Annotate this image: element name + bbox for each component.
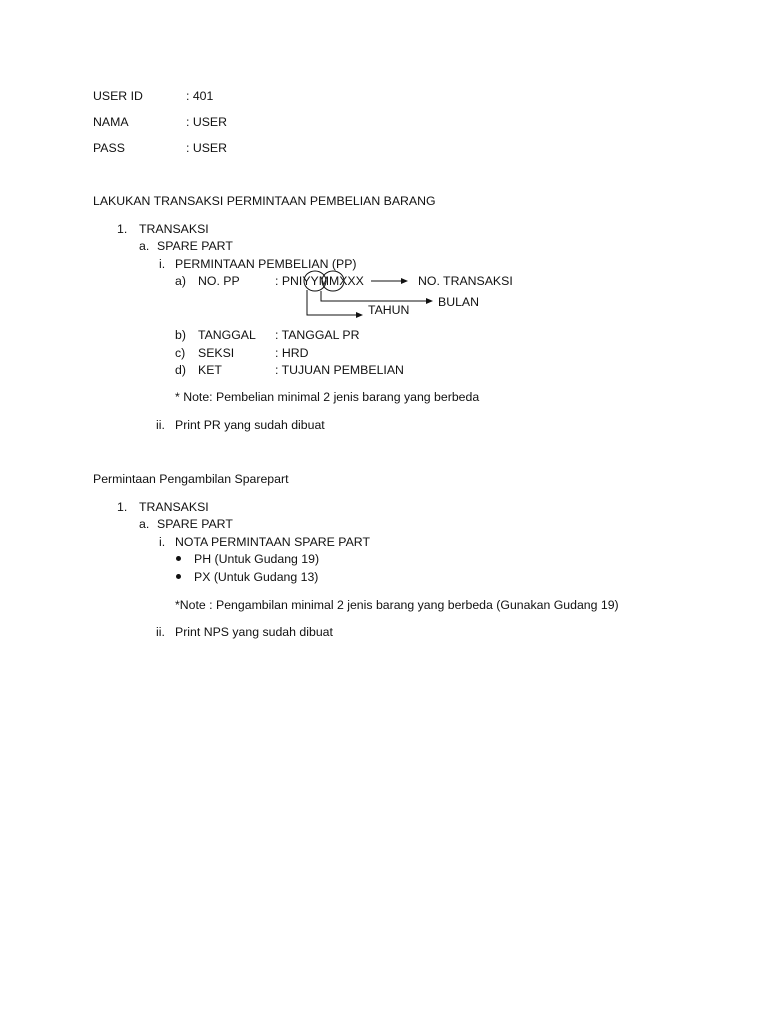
diagram-no-transaksi-label: NO. TRANSAKSI: [418, 274, 513, 288]
field-value-ket: : TUJUAN PEMBELIAN: [275, 363, 404, 377]
tahun-arrow-head: [356, 312, 363, 318]
section1-item-number: 1.: [117, 222, 128, 236]
section2-roman-i-label: NOTA PERMINTAAN SPARE PART: [175, 535, 370, 549]
no-transaksi-arrow-head: [401, 278, 408, 284]
field-label-no-pp: NO. PP: [198, 274, 240, 288]
pass-value: : USER: [186, 141, 227, 155]
tahun-arrow-line: [307, 290, 358, 315]
section2-roman-i: i.: [159, 535, 166, 549]
bullet-item: PH (Untuk Gudang 19): [194, 552, 320, 566]
diagram-tahun-label: TAHUN: [368, 303, 410, 317]
field-label-seksi: SEKSI: [198, 346, 235, 360]
section1-roman-ii: ii.: [156, 418, 165, 432]
field-value-no-pp: : PNIYYMMXXX: [275, 274, 364, 288]
field-value-tanggal: : TANGGAL PR: [275, 328, 360, 342]
bullet-item: PX (Untuk Gudang 13): [194, 570, 319, 584]
field-letter: b): [175, 328, 186, 342]
bulan-arrow-line: [321, 291, 428, 301]
section1-roman-i: i.: [159, 257, 166, 271]
field-value-seksi: : HRD: [275, 346, 309, 360]
section2-item-label: TRANSAKSI: [139, 500, 209, 514]
year-circle: [304, 271, 326, 291]
section1-sub-label: SPARE PART: [157, 239, 233, 253]
field-label-ket: KET: [198, 363, 222, 377]
field-label-tanggal: TANGGAL: [198, 328, 256, 342]
month-circle: [322, 271, 344, 291]
section1-roman-i-label: PERMINTAAN PEMBELIAN (PP): [175, 257, 357, 271]
section2-sub-label: SPARE PART: [157, 517, 233, 531]
pass-label: PASS: [93, 141, 125, 155]
bullet-icon: [176, 556, 181, 561]
section2-item-number: 1.: [117, 500, 128, 514]
section2-note: *Note : Pengambilan minimal 2 jenis barang yang berbeda (Gunakan Gudang 19): [175, 598, 619, 612]
bulan-arrow-head: [426, 298, 433, 304]
section2-roman-ii-label: Print NPS yang sudah dibuat: [175, 625, 333, 639]
section1-note: * Note: Pembelian minimal 2 jenis barang yang berbeda: [175, 390, 480, 404]
section1-item-label: TRANSAKSI: [139, 222, 209, 236]
field-letter: a): [175, 274, 186, 288]
section2-roman-ii: ii.: [156, 625, 165, 639]
section1-sub-letter: a.: [139, 239, 150, 253]
nama-value: : USER: [186, 115, 227, 129]
section1-roman-ii-label: Print PR yang sudah dibuat: [175, 418, 325, 432]
section2-sub-letter: a.: [139, 517, 150, 531]
user-id-label: USER ID: [93, 89, 143, 103]
section2-heading: Permintaan Pengambilan Sparepart: [93, 472, 289, 486]
section1-heading: LAKUKAN TRANSAKSI PERMINTAAN PEMBELIAN BARANG: [93, 194, 436, 208]
user-id-value: : 401: [186, 89, 214, 103]
field-letter: c): [175, 346, 186, 360]
nama-label: NAMA: [93, 115, 129, 129]
diagram-bulan-label: BULAN: [438, 295, 480, 309]
format-diagram: [0, 0, 768, 340]
field-letter: d): [175, 363, 186, 377]
bullet-icon: [176, 574, 181, 579]
